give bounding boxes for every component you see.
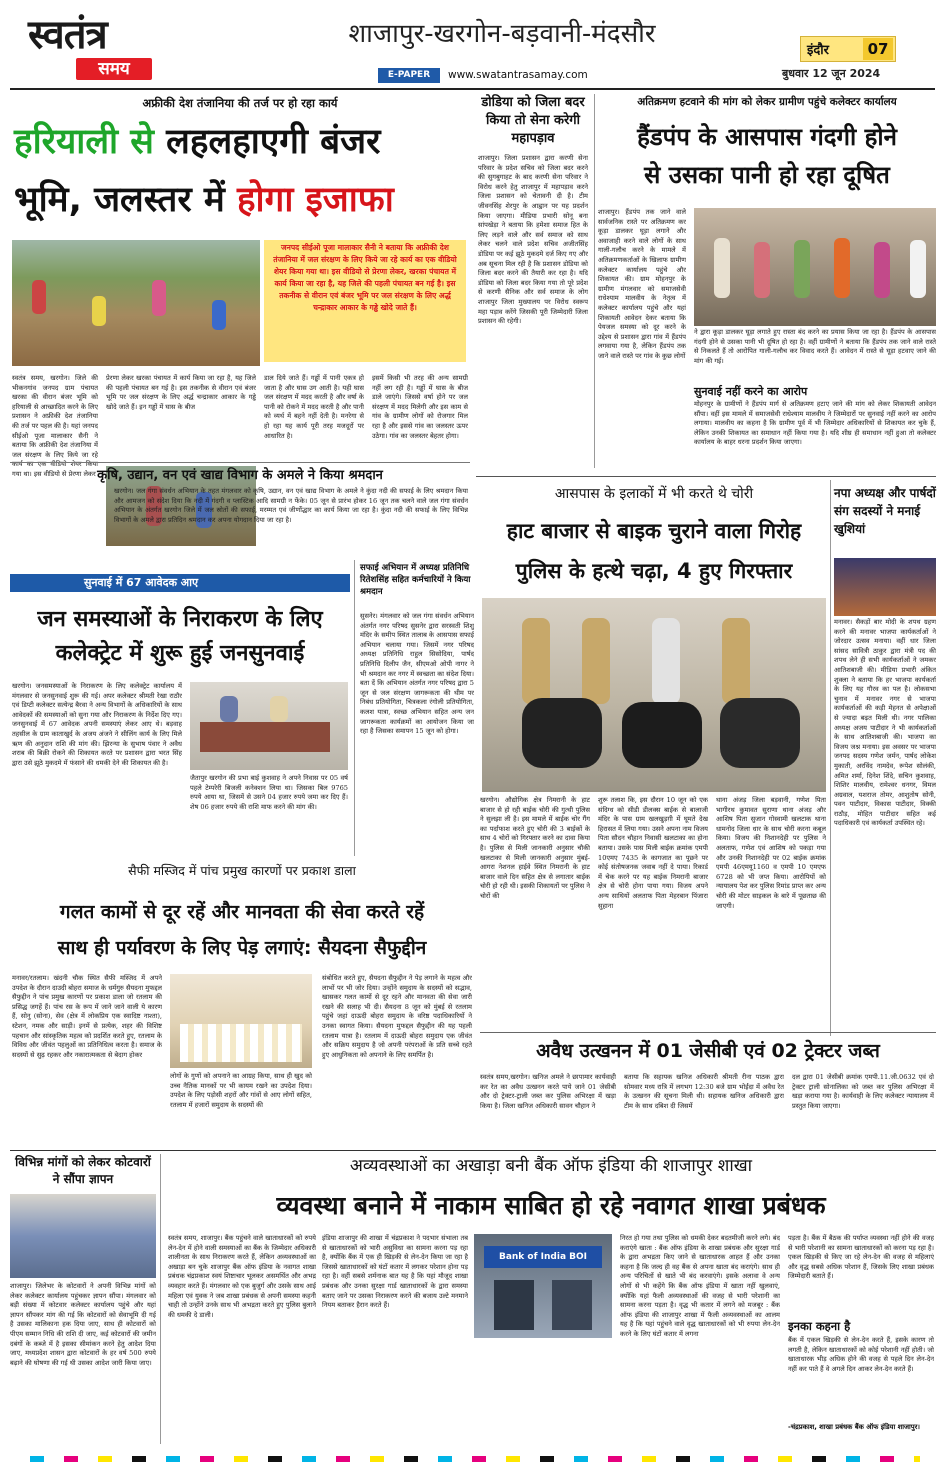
epaper-tag: E-PAPER [378, 68, 440, 83]
headline: व्यवस्था बनाने में नाकाम साबित हो रहे नवागत शाखा प्रबंधक [276, 1191, 826, 1220]
headline-line1: गलत कामों से दूर रहें और मानवता की सेवा करते रहें [59, 901, 425, 923]
column-1: स्वतंत्र समय, खरगोन। जिले की भीकनगांव जनपद ग्राम पंचायत खरका की वीरान बंजर भूमि को हरियाली से आच्छादित करने के लिए प्रशासन ने अफ्रीकी देश तंजानिया की तर्ज पर पहल की है। यहां जनपद सीईओ पूजा मालाकार सैनी ने बताया कि अफ्रीकी देश तंजानिया में जल संरक्षण के लिए किये जा रहे कार्य का एक वीडियो शेयर किया गया था। इस वीडियो से प्रेरणा लेकर [12, 374, 98, 478]
column-3: बताया कि सहायक खनिज अधिकारी श्रीमती रीना पाठक द्वारा सोमवार मध्य रात्रि में लगभग 12:30 बजे ग्राम भोईंदा में अवैध रेत के उत्खनन की सूचना मिली थी। सहायक खनिज अधिकारी द्वारा टीम के साथ दबिश दी जिसमें [624, 1073, 784, 1110]
headline-line2: से उसका पानी हो रहा दूषित [644, 161, 890, 189]
headline-line2 [14, 178, 470, 222]
photo-mosque [170, 974, 312, 1068]
column-3: निरत हो गया तथा पुलिस को धमकी देकर बदतमीजी करने लगे। बंद कराएंगे खाता : बैंक ऑफ इंडिया के शाखा प्रबंधक और सुरक्षा गार्ड के द्वारा अभद्रता किए जाने से खाताधारक आहत हैं और उनका कहना है कि जल्द ही वह बैंक से अपना खाता बंद कराएंगे। साथ ही अन्य परिचितों से खाते भी बंद करवाएंगे। इसके अलावा वे अन्य लोगों से भी कहेंगे कि बैंक ऑफ इंडिया में खाता नहीं खुलवाएं, क्योंकि यहां फैली अव्यवस्थाओं की वजह से भारी परेशानी का सामना करना पड़ता है। वृद्ध भी कतार में लगने को मजबूर : बैंक ऑफ इंडिया की शाजापुर शाखा में फैली अव्यवस्थाओं का आलम यह है कि यहां पहुंचने वाले वृद्ध खाताधारकों को भी रुपया लेन-देन करने के लिए घंटों कतार में लगना [620, 1234, 780, 1338]
column-2: शुरू तलाश कि, इस दौरान 10 जून को एक संदिग्ध को सीडी डीलक्स बाईक से बालाजी मंदिर के पास ग्राम खलखुड़ग़ी में घूमते देख हिरासत में लिया गया। उसने अपना नाम विजय पिता सौदन चौहान निवासी खलटाका का होना बताया। उसके पास मिली बाईक क्रमांक एमपी 10एमए 7435 के कागजात का पूछने पर कोई संतोषजनक जवाब नहीं दे पाया। रिकार्ड में चेक करने पर यह बाईक निमरानी बाजार क्षेत्र से चोरी होना पाया गया। विजय अपने अन्य साथियों अलताफ पिता मेहरबान पिंजारा सुहाना [598, 796, 708, 910]
column-3: थाना अंजड़ जिला बड़वानी, गणेश पिता भागीरथ कुमावत सुराणा थाना अंजड़ और आशिष पिता सुजान गोस्वामी खलटाक थाना धामनोद जिला धार के साथ चोरी करना कबूल किया। विजय की निशानदेही पर पुलिस ने अलताफ, गणेश एवं आशिष को पकड़ा गया और उनकी निशानदेही पर 02 बाईक क्रमांक एमपी 46एमयू1160 व एमपी 10 एमएफ 6728 को भी जप्त किया। आरोपियों को न्यायालय पेश कर पुलिस रिमांड प्राप्त कर अन्य चोरी की मोटर साइकल के बारे में पूछताछ की जाएगी। [716, 796, 826, 910]
column-2: लोगों के गुणों को अपनाने का आग्रह किया, साथ ही खुद को उच्च नैतिक मानकों पर भी कायम रखने का उपदेश दिया। उपदेश के लिए पड़ोसी शहरों और गांवों से आए लोगों सहित, रतलाम में हजारों समुदाय के सदस्यों की [170, 1072, 312, 1109]
headline-line1: जन समस्याओं के निराकरण के लिए [37, 607, 323, 632]
issue-date: बुधवार 12 जून 2024 [782, 67, 881, 80]
column-2: जैतापुर खरगोन की प्रभा बाई कुशवाह ने अपने निवास पर 05 वर्ष पहले टेम्परेरी बिजली कनेक्शन लिया था। जिसका बिल 9765 रुपये आया था, जिसमें से उसने 04 हजार रुपये जमा कर दिए हैं। शेष 06 हजार रुपये की राशि माफ करने की मांग की। [190, 774, 348, 811]
quote-sign: -चंद्रप्रकाश, शाखा प्रबंधक बैंक ऑफ इंडिया शाजापुर। [788, 1423, 920, 1431]
story-bank [166, 1154, 936, 1446]
story-shramdan [10, 462, 470, 555]
strip: सुनवाई में 67 आवेदक आए [10, 574, 350, 592]
city: इंदौर [807, 43, 829, 58]
headline-green: हरियाली से [14, 122, 154, 162]
column-4: पड़ता है। बैंक में बैठक की पर्याप्त व्यवस्था नहीं होने की वजह से भारी परेशानी का सामना खाताधारकों को करना पड़ रहा है। एकल खिड़की से किए जा रहे लेन-देन की वजह से महिलाएं और वृद्ध सबसे अधिक परेशान हैं, जिसके लिए शाखा प्रबंधक जिम्मेदारी बताते हैं। [788, 1234, 934, 1281]
page-number: 07 [863, 38, 893, 60]
body: सुसनेर। मंगलवार को जल गंगा संवर्धन अभियान अंतर्गत नगर परिषद सुसनेर द्वारा सरस्वती शिशु मंदिर के समीप स्थित तालाब के आसपास सफाई अभियान चलाया गया। जिसमें नगर परिषद अध्यक्ष प्रतिनिधि राहुल सिसोदिया, पार्षद प्रतिनिधि दिलीप जैन, सीएमओ ओपी नागर ने भी श्रमदान कर नगर में स्वच्छता का संदेश दिया। बता दें कि अभियान अंतर्गत नगर परिषद द्वारा 5 जून से जल संरक्षण जागरूकता की थीम पर निबंध प्रतियोगिता, चित्रकला रंगोली प्रतियोगिता, कलश यात्रा, स्वच्छ अभियान सहित अन्य जन जागरूकता कार्यक्रमों का आयोजन किया जा रहा है जिसका समापन 15 जून को होगा। [360, 612, 474, 736]
headline: डोडिया को जिला बदर किया तो सेना करेगी महापड़ाव [481, 95, 585, 146]
column-1: शाजापुर। हैंडपंप तक जाने वाले सार्वजनिक रास्ते पर अतिक्रमण कर कूड़ा डालकर घूड़ा लगाने और अवाजाही करने वाले लोगों के साथ गाली-गलौच करने के मामले में अतिक्रमणकर्ताओं के खिलाफ ग्रामीण कलेक्टर कार्यालय पहुंचे और शिकायत की। ग्राम मोहनपुर के ग्रामीण मंगलवार को समाजसेवी राधेश्याम मालवीय के नेतृत्व में कलेक्टर कार्यालय पहुंचे और यहां शिकायती आवेदन देकर बताया कि पेयजल समस्या को दूर करने के उद्देश्य से प्रशासन द्वारा गांव में हैंडपंप लगवाया गया है, लेकिन हैंडपंप तक जाने वाले रास्ते पर गांव के कुछ लोगों [598, 208, 686, 360]
bank-sign: Bank of India BOI [484, 1246, 602, 1268]
column-1: खरगोन। औद्योगिक क्षेत्र निमरानी के हाट बाजार से हो रही बाईक चोरी की गुत्थी पुलिस ने सुलझा ली है। इस मामले में बाईक चोर गैंग का पर्दाफाश करते हुए चोरी की 3 बाईकों के साथ 4 चोरों को गिरफ्तार करने का दावा किया है। पुलिस से मिली जानकारी अनुसार चौकी खलटाका से मिली जानकारी अनुसार मुंबई-आगरा नेशनल हाईवे स्थित निमरानी के हाट बाजार वाले दिन सहित क्षेत्र से लगातार बाईक चोरी हो रही थी। इसकी शिकायतों पर पुलिस ने चोरों की [480, 796, 590, 900]
column-2: इंडिया शाजापुर की शाखा में चंद्रप्रकाश ने पदभार संभाला तब से खाताधारकों को भारी असुविधा का सामना करना पड़ रहा है, क्योंकि बैंक में एक ही खिड़की से लेन-देन किया जा रहा है जिससे खाताधारकों को घंटों कतार में लगकर परेशान होना पड़ रहा है। वहीं सबसे शर्मनाक बात यह है कि यहां मौजूद शाखा प्रबंधक और उनका सुरक्षा गार्ड खाताधारकों के द्वारा समस्या बताए जाने पर उसका निराकरण करने की बजाय उल्टे मनमाने नियम बताकर हैरान करते हैं। [322, 1234, 468, 1310]
subhead-body: मोहनपुर के ग्रामीणों ने हैंडपंप मार्ग से अतिक्रमण हटाए जाने की मांग को लेकर शिकायती आवेदन सौंपा। वहीं इस मामले में समाजसेवी राधेश्याम मालवीय ने जिम्मेदारों पर सुनवाई नहीं करने का आरोप लगाया। मालवीय का कहना है कि ग्रामीण पूर्व में भी जिम्मेदार अधिकारियों से शिकायत कर चुके हैं, लेकिन उनकी शिकायत का समाधान नहीं किया गया है। यदि शीघ्र ही समाधान नहीं हुआ तो कलेक्टर कार्यालय के बाहर धरना प्रदर्शन किया जाएगा। [694, 400, 936, 447]
subhead: सुनवाई नहीं करने का आरोप [694, 385, 808, 398]
body: खरगोन। जल गंगा संवर्धन अभियान के तहत मंगलवार को कृषि, उद्यान, वन एवं खाद्य विभाग के अमले ने कुंदा नदी की सफाई के लिए श्रमदान किया और आमजन को संदेश दिया कि नदी में गंदगी व प्लास्टिक आदि सामग्री न फेंके। 05 जून से प्रारंभ होकर 16 जून तक चलने वाले जल गंगा संवर्धन अभियान के अंतर्गत खरगोन जिले में जल स्रोतों की सफाई, मरम्मत एवं जीर्णोद्धार का कार्य किया जा रहा है। कुंदा नदी की सफाई के लिए विभिन्न विभागों के अमले द्वारा प्रतिदिन श्रमदान कर अपना योगदान दिया जा रहा है। [114, 487, 468, 524]
body: शाजापुर। जिला प्रशासन द्वारा करणी सेना परिवार के प्रदेश सचिव को जिला बदर करने की सुगबुगाहट के बाद करणी सेना परिवार ने विरोध करने हेतु शाजापुर में महापड़ाव करने जिला प्रशासन को चेतावनी दी है। टीम जीवनसिंह शेरपुर के आह्वान पर यह प्रदर्शन किया जाएगा। मीडिया प्रभारी सोनू बना सांपखेड़ा ने बताया कि हमेशा समाज हित के लिए लड़ने वाले और सर्व समाज को साथ लेकर चलने वाले प्रदेश सचिव अजीतसिंह डोडिया पर कई झूठे मुकदमे दर्ज किए गए और अब सूचना मिल रही है कि प्रशासन डोडिया को जिला बदर करने की तैयारी कर रहा है। यदि डोडिया को जिला बदर किया गया तो पूरे प्रदेश से करणी सैनिक और सर्व समाज के लोग शाजापुर जिला मुख्यालय पर विरोध स्वरूप महा पड़ाव करेंगे जिसकी पूरी जिम्मेदारी जिला प्रशासन की रहेगी। [478, 154, 588, 326]
quote-body: बैंक में एकल खिड़की से लेन-देन करते हैं, इसके कारण तो लगती है, लेकिन खाताधारकों को कोई परेशानी नहीं होती। जो खाताधारक भीड़ अधिक होने की वजह से पहले दिन लेन-देन नहीं कर पाते हैं वे अगले दिन आकर लेन-देन करते हैं। [788, 1336, 934, 1373]
headline: कृषि, उद्यान, वन एवं खाद्य विभाग के अमले ने किया श्रमदान [97, 468, 383, 483]
body: मनावर। सैकड़ों बार मोदी के शपथ ग्रहण करने की मनावर भाजपा कार्यकर्ताओं ने जोरदार उत्सव मनाया। वहीं धार जिला सांसद सावित्री ठाकुर द्वारा मंत्री पद की शपथ लेने ही सभी कार्यकर्ताओं ने जमकर आतिशबाजी की। मीडिया प्रभारी अंकित शुक्ला ने बताया कि हर भाजपा कार्यकर्ता के लिए यह गौरव का पल है। लोकसभा चुनाव में मनावर नगर से भाजपा कार्यकर्ताओं की कड़ी मेहनत से अपेक्षाओं से ज्यादा बढ़त मिली थी। नगर पालिका अध्यक्ष अजय पाटीदार ने भी कार्यकर्ताओं के साथ आतिशबाजी की। भाजपा का विजय जश्न मनाया। इस अवसर पर भाजपा जनपद सदस्य गणेश जर्मन, पार्षद लोकेश मुकाती, अरविंद नामदेव, रूपेश सोलंकी, अमित शर्मा, दिनेश शिंदे, सचिन कुशवाह, शिशिर मालवीय, रामेश्वर धनगर, विमल अग्रवाल, यशराज तोमर, आशुतोष सोनी, पवन पाटीदार, विकास पाटीदार, विक्की राठौड़, मोहित पाटीदार सहित कई पदाधिकारी एवं कार्यकर्ता उपस्थित रहे। [834, 618, 936, 828]
masthead [0, 0, 945, 90]
column-3: संबोधित करते हुए, सैयदना सैफुद्दीन ने पेड़ लगाने के महत्व और लाभों पर भी जोर दिया। उन्होंने समुदाय के सदस्यों को सद्भाव, खासकर गलत कामों से दूर रहने और मानवता की सेवा जारी रखने की सलाह भी दी। सैयदना 8 जून को मुंबई से रतलाम पहुंचे जहां दाऊदी बोहरा समुदाय के वरिष्ठ पदाधिकारियों ने उनका स्वागत किया। सैयदना मुफद्दल सैफुद्दीन की यह पहली रतलाम यात्रा है। रतलाम में दाऊदी बोहरा समुदाय एक जीवंत और सक्रिय समुदाय है जो अपनी परंपराओं के प्रति सच्चे रहते हुए आधुनिकता को अपनाने के लिए समर्पित है। [322, 974, 472, 1059]
story-susner [360, 560, 474, 856]
story-jansunvai [10, 574, 350, 856]
region-title: शाजापुर-खरगोन-बड़वानी-मंदसौर [348, 19, 656, 49]
photo-field-workers [12, 240, 260, 366]
column-2: स्वतंत्र समय,खरगोन। खनिज अमले ने छापामार कार्यवाही कर रेत का अवैध उत्खनन करते पाये जाने 01 जेसीबी और दो ट्रेक्टर-ट्राली जब्त कर पुलिस अभिरक्षा में खड़ा किया है। जिला खनिज अधिकारी सावन चौहान ने [480, 1073, 616, 1110]
quote-head: इनका कहना है [788, 1319, 851, 1333]
kicker: अव्यवस्थाओं का अखाड़ा बनी बैंक ऑफ इंडिया की शाजापुर शाखा [349, 1156, 753, 1176]
body: शाजापुर। जिलेभर के कोटवारों ने अपनी विभिन्न मांगों को लेकर कलेक्टर कार्यालय पहुंचकर ज्ञापन सौंपा। मंगलवार को बड़ी संख्या में कोटवार कलेक्टर कार्यालय पहुंचे और यहां ज्ञापन सौंपकर मांग की गई कि कोटवारों को सेवाभूमि दी गई है उसका मालिकाना हक दिया जाए, साथ ही कोटवारों को पीएम सम्मान निधि की राशि दी जाए, कई कोटवारों की जमीन दबंगों के कब्जे में है इसका सीमांकन करने हेतु आदेश दिया जाए, मध्यप्रदेश शासन द्वारा कोटवारों के हर वर्ष 500 रुपये बढ़ाने की घोषणा की गई थी उसका आदेश जारी किया जाए। [10, 1282, 156, 1367]
headline-rest: लहलहाएगी बंजर [166, 122, 381, 162]
kicker: आसपास के इलाकों में भी करते थे चोरी [554, 486, 754, 502]
headline-line2: साथ ही पर्यावरण के लिए पेड़ लगाएं: सैयदना सैफुद्दीन [57, 937, 427, 959]
logo-top: स्वतंत्र [28, 12, 107, 58]
website[interactable]: www.swatantrasamay.com [448, 69, 588, 81]
headline-line1 [14, 120, 470, 164]
headline: विभिन्न मांगों को लेकर कोटवारों ने सौंपा ज्ञापन [15, 1155, 151, 1186]
column-1: मनावर/रतलाम। खंदनी चौक स्थित सैफी मस्जिद में अपने उपदेश के दौरान दाउदी बोहरा समाज के धर्मगुरु सैयदना मुफद्दल सैफुद्दीन ने पांच प्रमुख कारणों पर प्रकाश डाला जो रतलाम की प्रसिद्ध जगहें हैं। पांच रस के रूप में जाने जाने वाली ये कारण हैं, सोनु (सोना), सेव (क्षेत्र में लोकप्रिय एक स्वादिष्ट नाश्ता), स्टेशन, नमक और साड़ी। इनमें से प्रत्येक, शहर की विशिष्ट पहचान और सांस्कृतिक महत्व को प्रदर्शित करते हुए, रतलाम के विविध और जीवंत पहलुओं का प्रतिनिधित्व करता है। समाज के सदस्यों से सुढ़ रहकर और नकारात्मकता से बेदाग होकर [12, 974, 162, 1059]
headline-red: होगा इजाफा [236, 180, 394, 220]
column-3: डाल दिये जाते हैं। गड्ढों में पानी एकत्र हो जाता है और घास उग आती है। यही घास जल संरक्षण में मदद करती है और वर्षा के पानी को रोकने में मदद करती है और पानी को व्यर्थ में बहने नहीं देती है। मनरेगा से हो रहा यह कार्य पूरी तरह मजदूरों पर आधारित है। [264, 374, 364, 440]
kicker: सैफी मस्जिद में पांच प्रमुख कारणों पर प्रकाश डाला [128, 863, 356, 878]
kicker: अतिक्रमण हटवाने की मांग को लेकर ग्रामीण पहुंचे कलेक्टर कार्यालय [637, 96, 897, 108]
photo-hearing [190, 682, 348, 770]
column-1: दल द्वारा 01 जेसीबी क्रमांक एमपी.11.जी.0632 एवं दो ट्रेक्टर ट्राली सोनालिका को जब्त कर पुलिस अभिरक्षा में खड़ा कराया गया है। कार्यवाही के लिए कलेक्टर न्यायालय में प्रस्तुत किया जाएगा। [792, 1073, 934, 1110]
logo [28, 12, 158, 84]
story-kotwar [10, 1154, 156, 1444]
column-2: प्रेरणा लेकर खरका पंचायत में कार्य किया जा रहा है, यह जिले की पहली पंचायत बन गई है। इस तकनीक से वीरान एवं बंजर भूमि पर जल संरक्षण के लिए अर्द्ध चन्द्राकार आकार के गड्ढे खोदे जाते हैं। इन गड्ढों में घास के बीज [106, 374, 256, 411]
headline-line1: हैंडपंप के आसपास गंदगी होने [637, 123, 897, 151]
headline: अवैध उत्खनन में 01 जेसीबी एवं 02 ट्रेक्टर जब्त [536, 1040, 880, 1062]
headline: नपा अध्यक्ष और पार्षदों संग सदस्यों ने मनाई खुशियां [834, 486, 936, 536]
color-bar [30, 1456, 920, 1462]
photo-kotwars [10, 1194, 156, 1278]
story-bike [480, 484, 828, 1028]
headline-black: भूमि, जलस्तर में [14, 180, 225, 220]
column-1: स्वतंत्र समय, शाजापुर। बैंक पहुंचने वाले खाताधारकों को रुपये लेन-देन में होने वाली समस्याओं का बैंक के जिम्मेदार अधिकारी शालीनता के साथ निराकरण करते हैं, लेकिन अव्यवस्थाओं का अखाड़ा बन चुके शाजापुर बैंक ऑफ इंडिया के नवागत शाखा प्रबंधक चंद्रप्रकाश स्वयं शिष्टाचार भूलकर असमर्थित और अभद्र व्यवहार करते हैं। मंगलवार को एक बुजुर्ग और उसके साथ आई महिला एवं युवक ने जब शाखा प्रबंधक से अपनी समस्या कहनी चाही तो उन्होंने उनके साथ भी अभद्रता करते हुए पुलिस बुलाने की धमकी दे डाली। [168, 1234, 316, 1319]
continued: ने द्वारा कूड़ा डालकर घूड़ा लगाते हुए रास्ता बंद करने का प्रयास किया जा रहा है। हैंडपंप के आसपास गंदगी होने से उसका पानी भी दूषित हो रहा है। वहीं ग्रामीणों ने बताया कि हैंडपंप तक जाने वाले रास्ते से निकलते हैं तो आरोपित गाली-गलौच कर विवाद करते हैं। आवेदन में रास्ते से घूड़ा हटवाए जाने की मांग की गई। [694, 328, 936, 365]
city-box [800, 36, 896, 62]
story-saify [10, 862, 474, 1160]
headline-line2: कलेक्ट्रेट में शुरू हुई जनसुनवाई [55, 641, 305, 666]
photo-bank-branch [474, 1234, 612, 1338]
kicker: अफ्रीकी देश तंजानिया की तर्ज पर हो रहा कार्य [142, 96, 338, 110]
headline: सफाई अभियान में अध्यक्ष प्रतिनिधि रितेशसिंह सहित कर्मचारियों ने किया श्रमदान [360, 563, 471, 597]
story-napa [834, 484, 936, 1044]
column-4: इसमें किसी भी तरह की अन्य सामग्री नहीं लग रही है। गड्ढों में घास के बीज डाले जाएंगे। जिससे वर्षा होने पर जल संरक्षण में मदद मिलेगी और इस काम से गांव के ग्रामीण लोगों को रोजगार मिल रहा है और इससे गांव का जलस्तर ऊपर उठेगा। गांव का जलस्तर बेहतर होगा। [372, 374, 468, 440]
photo-villagers [694, 208, 936, 326]
story-handpump [598, 94, 936, 474]
logo-bottom: समय [76, 58, 152, 80]
story-illegal-mining [480, 1032, 936, 1153]
photo-celebration [834, 558, 936, 616]
headline-line2: पुलिस के हत्थे चढ़ा, 4 हुए गिरफ्तार [515, 559, 793, 583]
headline-line1: हाट बाजार से बाइक चुराने वाला गिरोह [506, 519, 802, 543]
column-1: खरगोन। जनसमस्याओं के निराकरण के लिए कलेक्ट्रेट कार्यालय में मंगलवार से जनसुनवाई शुरू की गई। अपर कलेक्टर श्रीमती रेखा राठौर एवं डिप्टी कलेक्टर सत्येन्द्र बैरवा ने अन्य विभागों के अधिकारियों के साथ आवेदकों की समस्याओं को सुना गया और निराकरण के निर्देश दिए गए। जनसुनवाई में 67 आवेदक अपनी समस्याएं लेकर आए थे। बड़वाह तहसील के ग्राम काताखुर्द के अजय अंजने ने सीलिंग कार्य के लिए मिले ऋण की अनुदान राशि की मांग की। झिरन्या के सुभाष पंवार ने अवैध शराब की बिक्री रोकने की शिकायत करते पर प्रशासन द्वारा भरत सिंह द्वारा उसे झूठे मुकदमे में फंसाने की धमकी देने की शिकायत की है। [12, 682, 182, 767]
story-dodiya [476, 94, 590, 494]
highlight-quote: जनपद सीईओ पूजा मालाकार सैनी ने बताया कि अफ्रीकी देश तंजानिया में जल संरक्षण के लिए किये जा रहे कार्य का एक वीडियो शेयर किया गया था। इस वीडियो से प्रेरणा लेकर, खरका पंचायत में कार्य किया जा रहा है, यह जिले की पहली पंचायत बन गई है। इस तकनीक से वीरान एवं बंजर भूमि पर जल संरक्षण के लिए अर्द्ध चन्द्राकार आकार के गड्ढे खोदे जाते हैं। [264, 240, 466, 362]
photo-police-bikes [482, 598, 826, 792]
